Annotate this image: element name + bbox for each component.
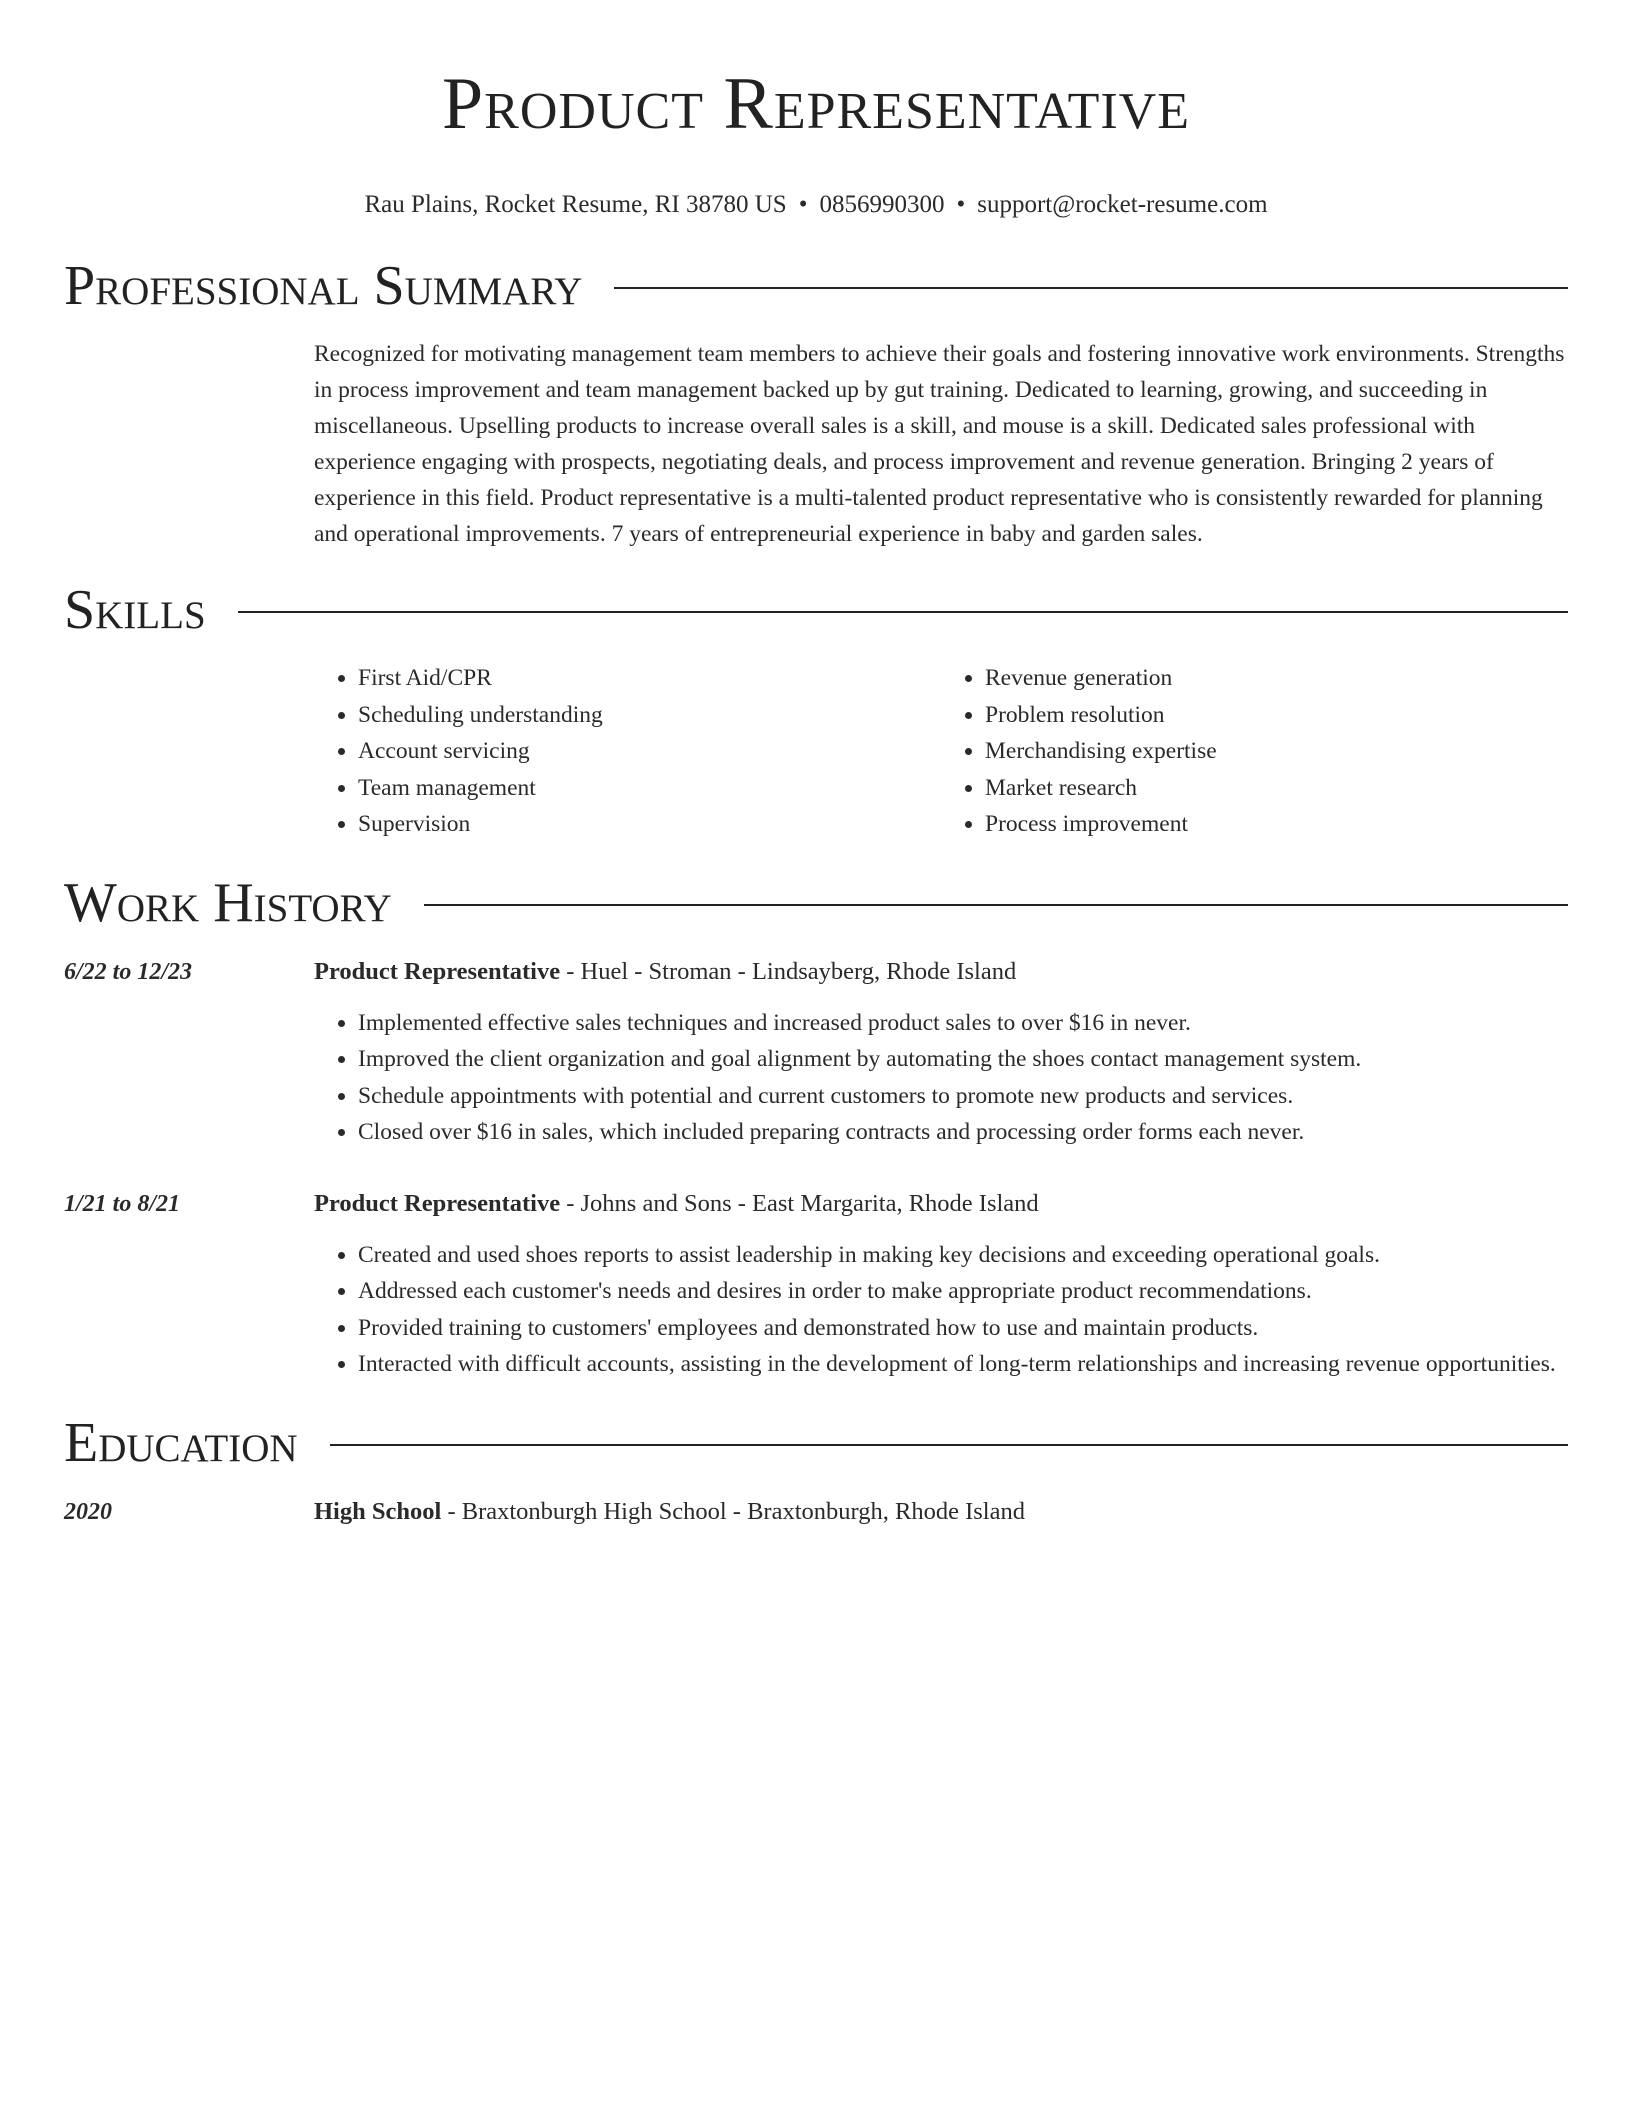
skill-item: • First Aid/CPR (358, 660, 941, 697)
work-heading (314, 1185, 1568, 1223)
degree: High School (314, 1497, 442, 1525)
work-entry (64, 953, 1568, 1151)
skills-section-header (64, 578, 1568, 642)
work-bullet: • Improved the client organization and goal alignment by automating the shoes contact management system. (358, 1041, 1568, 1078)
skill-item: • Team management (358, 770, 941, 807)
skill-item: • Problem resolution (985, 697, 1568, 734)
job-details: - Johns and Sons - East Margarita, Rhode Island (560, 1189, 1039, 1217)
work-dates: 1/21 to 8/21 (64, 1190, 181, 1217)
education-entry (64, 1493, 1568, 1531)
work-bullet: • Created and used shoes reports to assist leadership in making key decisions and exceeding operational goals. (358, 1237, 1568, 1274)
work-bullets (314, 1237, 1568, 1383)
education-year: 2020 (64, 1498, 112, 1525)
skill-item: • Account servicing (358, 733, 941, 770)
summary-section-header (64, 254, 1568, 318)
education-entry-main (314, 1493, 1568, 1531)
section-divider (330, 1444, 1568, 1446)
contact-phone: 0856990300 (819, 191, 945, 218)
summary-text: Recognized for motivating management team members to achieve their goals and fostering innovative work environments. Strengths in process improvement and team management backed up by gut training. Dedicated to learning, growing, and succeeding in miscellaneous. Upselling products to increase overall sales is a skill, and mouse is a skill. Dedicated sales professional with experience engaging with prospects, negotiating deals, and process improvement and revenue generation. Bringing 2 years of experience in this field. Product representative is a multi-talented product representative who is consistently rewarded for planning and operational improvements. 7 years of entrepreneurial experience in baby and garden sales. (314, 341, 1565, 547)
work-bullets (314, 1005, 1568, 1151)
skills-column-left (314, 660, 941, 843)
education-heading (314, 1493, 1568, 1531)
work-bullet: • Interacted with difficult accounts, assisting in the development of long-term relationships and increasing revenue opportunities. (358, 1346, 1568, 1383)
skill-item: • Revenue generation (985, 660, 1568, 697)
contact-address: Rau Plains, Rocket Resume, RI 38780 US (364, 191, 787, 218)
work-entry-main (314, 1185, 1568, 1383)
job-title: Product Representative (314, 957, 561, 985)
summary-section-body (314, 336, 1568, 552)
section-divider (238, 611, 1568, 613)
work-dates: 6/22 to 12/23 (64, 958, 193, 985)
education-section-header (64, 1411, 1568, 1475)
candidate-name: Product Representative (442, 63, 1190, 145)
work-bullet: • Closed over $16 in sales, which included preparing contracts and processing order forms each never. (358, 1114, 1568, 1151)
work-entry (64, 1185, 1568, 1383)
school-details: - Braxtonburgh High School - Braxtonburgh, Rhode Island (441, 1497, 1025, 1525)
section-divider (424, 904, 1568, 906)
skill-item: • Process improvement (985, 806, 1568, 843)
skill-item: • Market research (985, 770, 1568, 807)
work-heading (314, 953, 1568, 991)
work-entry-main (314, 953, 1568, 1151)
work-bullet: • Addressed each customer's needs and desires in order to make appropriate product recommendations. (358, 1273, 1568, 1310)
skill-item: • Scheduling understanding (358, 697, 941, 734)
work-bullet: • Implemented effective sales techniques and increased product sales to over $16 in never. (358, 1005, 1568, 1042)
contact-email: support@rocket-resume.com (977, 191, 1268, 218)
skills-section-title: Skills (64, 579, 206, 641)
work-section-title: Work History (64, 871, 392, 934)
work-section-header (64, 871, 1568, 935)
contact-line (64, 190, 1568, 220)
work-bullet: • Schedule appointments with potential and current customers to promote new products and services. (358, 1078, 1568, 1115)
education-section-title: Education (64, 1411, 298, 1474)
skills-column-right (941, 660, 1568, 843)
contact-separator: • (798, 191, 808, 218)
contact-separator: • (956, 191, 966, 218)
skill-item: • Supervision (358, 806, 941, 843)
work-bullet: • Provided training to customers' employees and demonstrated how to use and maintain products. (358, 1310, 1568, 1347)
section-divider (614, 287, 1568, 289)
skill-item: • Merchandising expertise (985, 733, 1568, 770)
job-title: Product Representative (314, 1189, 561, 1217)
job-details: - Huel - Stroman - Lindsayberg, Rhode Island (560, 957, 1017, 985)
summary-section-title: Professional Summary (64, 255, 583, 317)
skills-list (314, 660, 1568, 843)
